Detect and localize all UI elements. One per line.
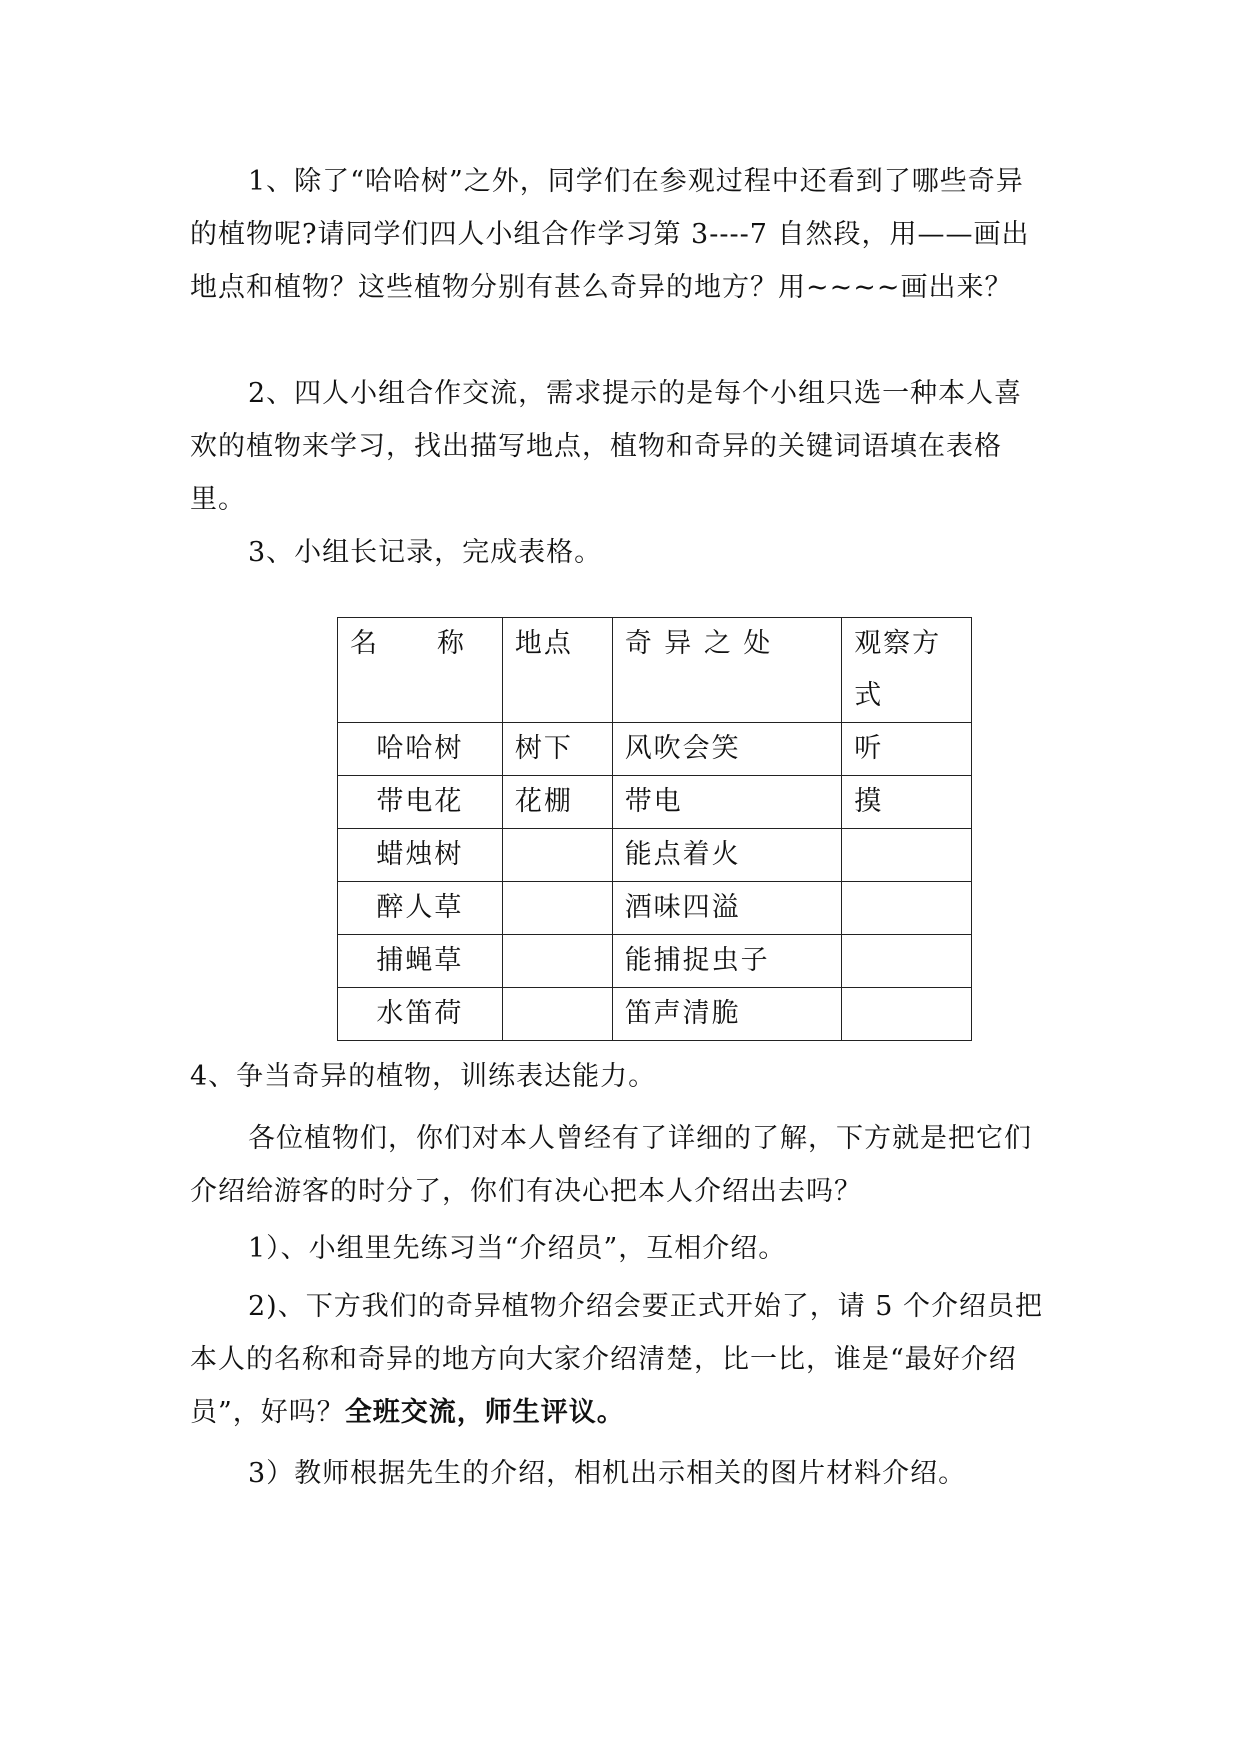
table-row (338, 723, 972, 776)
cell-feature: 能点着火 (612, 829, 842, 882)
cell-location (502, 988, 612, 1041)
cell-method (842, 988, 972, 1041)
paragraph-4: 4、争当奇异的植物，训练表达能力。 (190, 1061, 657, 1092)
cell-name: 带电花 (338, 776, 503, 829)
cell-feature: 能捕捉虫子 (612, 935, 842, 988)
paragraph-7-emphasis: 全班交流，师生评议。 (344, 1397, 625, 1428)
table-row (338, 882, 972, 935)
cell-name: 捕蝇草 (338, 935, 503, 988)
header-feature: 奇 异 之 处 (612, 618, 842, 723)
paragraph-7-text: 2)、下方我们的奇异植物介绍会要正式开始了，请 5 个介绍员把本人的名称和奇异的地方向大家介绍清楚，比一比，谁是“最好介绍员”，好吗？ (190, 1291, 1044, 1428)
table-row (338, 988, 972, 1041)
cell-name: 醉人草 (338, 882, 503, 935)
paragraph-5: 各位植物们，你们对本人曾经有了详细的了解，下方就是把它们介绍给游客的时分了，你们有决心把本人介绍出去吗？ (190, 1123, 1032, 1207)
cell-name: 哈哈树 (338, 723, 503, 776)
table-header-row (338, 618, 972, 723)
header-location: 地点 (502, 618, 612, 723)
table-row (338, 829, 972, 882)
plants-table (337, 617, 972, 1041)
cell-location (502, 882, 612, 935)
cell-location (502, 829, 612, 882)
cell-feature: 风吹会笑 (612, 723, 842, 776)
cell-method (842, 882, 972, 935)
table-row (338, 776, 972, 829)
paragraph-1: 1、除了“哈哈树”之外，同学们在参观过程中还看到了哪些奇异的植物呢?请同学们四人小组合作学习第 3----7 自然段，用——画出地点和植物？这些植物分别有甚么奇异的地方？用~~~~画出来？ (190, 166, 1030, 303)
header-method: 观察方式 (842, 618, 972, 723)
cell-location: 树下 (502, 723, 612, 776)
paragraph-3: 3、小组长记录，完成表格。 (248, 537, 603, 568)
cell-feature: 笛声清脆 (612, 988, 842, 1041)
cell-feature: 酒味四溢 (612, 882, 842, 935)
cell-name: 水笛荷 (338, 988, 503, 1041)
cell-method (842, 935, 972, 988)
header-name: 名 称 (338, 618, 503, 723)
cell-feature: 带电 (612, 776, 842, 829)
cell-method: 摸 (842, 776, 972, 829)
cell-location (502, 935, 612, 988)
paragraph-6: 1）、小组里先练习当“介绍员”，互相介绍。 (248, 1233, 787, 1264)
paragraph-7 (190, 1280, 1050, 1439)
table-row (338, 935, 972, 988)
cell-method: 听 (842, 723, 972, 776)
paragraph-8: 3）教师根据先生的介绍，相机出示相关的图片材料介绍。 (248, 1458, 967, 1489)
cell-method (842, 829, 972, 882)
cell-name: 蜡烛树 (338, 829, 503, 882)
cell-location: 花棚 (502, 776, 612, 829)
paragraph-2: 2、四人小组合作交流，需求提示的是每个小组只选一种本人喜欢的植物来学习，找出描写地点，植物和奇异的关键词语填在表格里。 (190, 378, 1023, 515)
